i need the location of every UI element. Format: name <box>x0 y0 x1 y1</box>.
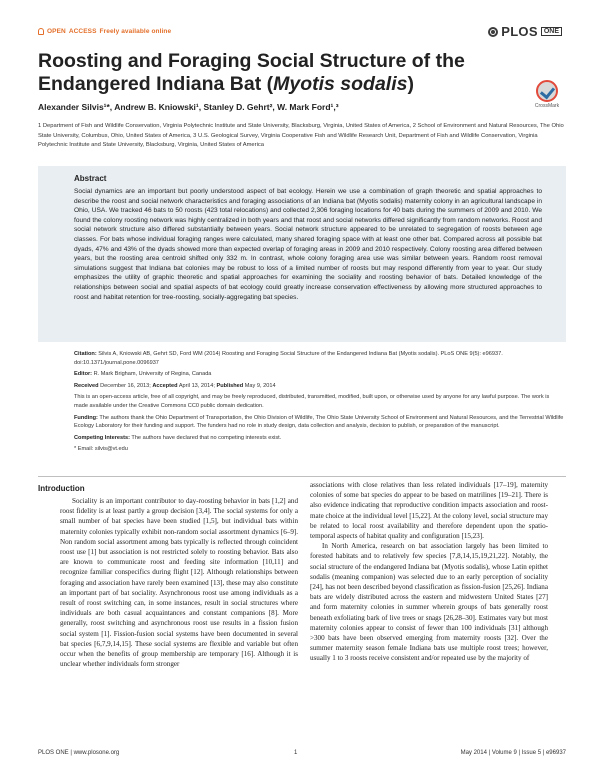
open-access-access-word: ACCESS <box>68 28 97 35</box>
intro-left-column <box>60 496 298 669</box>
abstract-heading: Abstract <box>74 174 107 183</box>
competing-interests: Competing Interests: The authors have declared that no competing interests exist. <box>74 434 282 441</box>
citation: Citation: Silvis A, Kniowski AB, Gehrt SD, Ford WM (2014) Roosting and Foraging Social Structure of the Endangered Indiana Bat (Myotis sodalis). PLoS ONE 9(5): e96937. doi:10.1371/journal.pone.0096937 <box>74 351 503 366</box>
intro-right-column <box>310 480 548 664</box>
plos-logo-icon <box>488 27 498 37</box>
open-lock-icon <box>38 28 44 35</box>
introduction-heading: Introduction <box>38 484 85 493</box>
license: This is an open-access article, free of all copyright, and may be freely reproduced, distributed, transmitted, modified, built upon, or otherwise used by anyone for any lawful purpose. The work is made available under the Creative Commons CC0 public domain dedication. <box>74 394 550 409</box>
intro-paragraph: Sociality is an important contributor to day-roosting behavior in bats [1,2] and roost fidelity is at least partly a group decision [3,4]. The social systems for only a small number of bat species have been studied [1,5], but individual bats within maternity colonies typically exhibit non-random social assortment dynamics [6–9]. Non random social assortment among bats typically is reflected through coincident roost use [1] but association is not restricted solely to roosting behavior. Bats also are known to communicate roost and feeding site information [10,11] and recognize familiar conspecifics during flight [12]. Although relationships between foraging and association have rarely been examined [13], these may also constitute an important part of bat sociality. Asynchronous roost use among individuals as a result of roost switching can, in some instances, result in social structures where individuals are both casual acquaintances and constant companions [8]. More generally, roost switching and asynchronous roost use results in a fission fusion social system [1]. Fission-fusion social systems have been documented in several bat species [6,7,9,14,15]. These social systems are flexible and variable but often occur when the benefits of group membership are temporary [16]. Although it is unclear whether individuals form stronger <box>60 497 298 669</box>
open-access-label: OPEN <box>47 28 66 35</box>
dates: Received December 16, 2013; Accepted April 13, 2014; Published May 9, 2014 <box>74 382 276 389</box>
funding: Funding: The authors thank the Ohio Department of Transportation, the Ohio Division of Wildlife, The Ohio State University School of Environment and Natural Resources, and the Terrestrial Wildlife Ecology Laboratory for their funding and support. The funders had no role in study design, data collection and analysis, decision to publish, or preparation of the manuscript. <box>74 414 564 430</box>
page-footer <box>38 750 566 756</box>
species-name: Myotis sodalis <box>273 73 408 95</box>
open-access-badge[interactable] <box>38 28 171 35</box>
abstract-box <box>38 166 566 342</box>
intro-paragraph-continued: associations with close relatives than less related individuals [17–19], maternity colonies of some bat species do appear to be based on matrilines [19–21]. There is also evidence indicating that reproductive condition impacts association and roost-mate choice at the individual level [15,22]. At the colony level, social structure may be related to local roost availability and therefore dependent upon the spatio-temporal aspects of habitat quality and configuration [15,23]. <box>310 481 548 541</box>
plos-one-logo[interactable] <box>488 24 562 39</box>
intro-paragraph-north-america: In North America, research on bat association largely has been limited to forested habitats and to relatively few species [7,8,14,15,19,21,22]. Notably, the social structure of the endangered Indiana bat (Myotis sodalis), whose Latin epithet sodalis (meaning companion) was selected due to an early perception of sociality [24], has not been described beyond classification as fission-fusion [25,26]. Indiana bats are widely distributed across the eastern and midwestern United States [27] and form maternity colonies in summer wherein groups of bats generally roost beneath exfoliating bark of live trees or snags [26,28–30]. Estimates vary but most maternity colonies appear to consist of fewer than 100 individuals [31] although >300 bats have been observed emerging from maternity roosts [32]. Over the summer maternity season female Indiana bats use multiple roost trees; however, usually 1 to 3 roosts receive consistent and/or repeated use by the majority of <box>310 542 548 663</box>
freely-available-label: Freely available online <box>99 28 172 35</box>
article-title: Roosting and Foraging Social Structure of the Endangered Indiana Bat (Myotis sodalis) <box>38 50 465 95</box>
article-metadata <box>74 350 564 457</box>
one-wordmark: ONE <box>541 27 562 36</box>
footer-journal: PLOS ONE | www.plosone.org <box>38 750 120 756</box>
editor: Editor: R. Mark Brigham, University of Regina, Canada <box>74 371 212 378</box>
author-list: Alexander Silvis¹*, Andrew B. Kniowski¹, Stanley D. Gehrt², W. Mark Ford¹,³ <box>38 102 339 112</box>
crossmark-icon <box>536 80 558 102</box>
crossmark-label: CrossMark <box>534 103 560 109</box>
email[interactable]: * Email: silvis@vt.edu <box>74 446 128 453</box>
page-number: 1 <box>294 750 298 756</box>
plos-wordmark: PLOS <box>501 24 538 39</box>
affiliations: 1 Department of Fish and Wildlife Conservation, Virginia Polytechnic Institute and State University, Blacksburg, Virginia, United States of America, 2 School of Environment and Natural Resources, The Ohio State University, Columbus, Ohio, United States of America, 3 U.S. Geological Survey, Virginia Cooperative Fish and Wildlife Research Unit, Department of Fish and Wildlife Conservation, Virginia Polytechnic Institute and State University, Blacksburg, Virginia, United States of America <box>38 123 564 148</box>
crossmark-badge[interactable] <box>530 80 564 109</box>
footer-issue: May 2014 | Volume 9 | Issue 5 | e96937 <box>460 750 566 756</box>
section-divider <box>38 476 566 477</box>
abstract-text: Social dynamics are an important but poorly understood aspect of bat ecology. Herein we use a combination of graph theoretic and spatial approaches to describe the roost and social network characteristics and foraging associations of an Indiana bat (Myotis sodalis) maternity colony in an agricultural landscape in Ohio, USA. We tracked 46 bats to 50 roosts (423 total relocations) and collected 2,306 foraging locations for 40 bats during the summers of 2009 and 2010. We found the colony roosting network was highly centralized in both years and that roost and social networks differed significantly from random networks. Roost and social network structure also differed substantially between years. Social network structure appeared to be unrelated to segregation of roosts between age classes. For bats whose individual foraging ranges were calculated, many shared foraging space with at least one other bat. Compared across all possible bat dyads, 47% and 43% of the dyads showed more than expected overlap of foraging areas in 2009 and 2010 respectively. Colony roosting area differed between years, but the roosting area centroid shifted only 332 m. In contrast, whole colony foraging area use was similar between years. Random roost removal simulations suggest that Indiana bat colonies may be robust to loss of a limited number of roosts but may respond differently from year to year. Our study emphasizes the utility of graphic theoretic and spatial approaches for examining the sociality and roosting behavior of bats. Detailed knowledge of the relationships between social and spatial aspects of bat ecology could greatly increase conservation effectiveness by allowing more structured approaches to roost and habitat retention for tree-roosting, socially-aggregating bat species. <box>74 188 542 301</box>
